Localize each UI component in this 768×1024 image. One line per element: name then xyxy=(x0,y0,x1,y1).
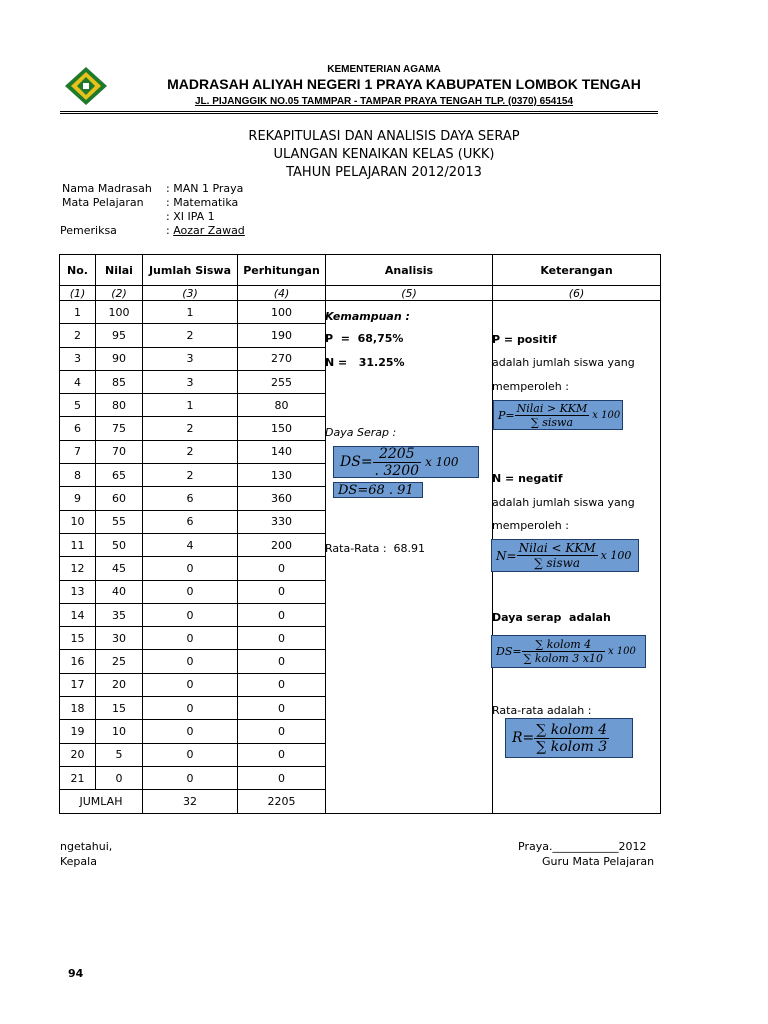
cell-calc: 0 xyxy=(238,720,326,743)
teacher-label: Guru Mata Pelajaran xyxy=(542,855,655,868)
n-formula-denominator: ∑ siswa xyxy=(534,556,581,570)
cell-students: 0 xyxy=(143,603,238,626)
cell-students: 6 xyxy=(143,487,238,510)
subject-value: : Matematika xyxy=(166,196,239,209)
madrasah-value: : MAN 1 Praya xyxy=(166,182,244,195)
ministry-name: KEMENTERIAN AGAMA xyxy=(327,64,441,75)
ds-denominator: . 3200 xyxy=(374,462,420,479)
cell-no: 2 xyxy=(60,324,96,347)
avg-formula-denominator: ∑ kolom 3 xyxy=(536,738,608,755)
total-students: 32 xyxy=(143,790,238,813)
cell-score: 10 xyxy=(96,720,143,743)
cell-no: 6 xyxy=(60,417,96,440)
positive-desc-2: memperoleh : xyxy=(492,380,569,393)
doc-title-2: ULANGAN KENAIKAN KELAS (UKK) xyxy=(273,147,495,162)
n-formula-lhs: N= xyxy=(496,548,517,563)
col-number: (1) xyxy=(60,286,96,301)
col-number: (3) xyxy=(143,286,238,301)
cell-score: 85 xyxy=(96,370,143,393)
col-header: Nilai xyxy=(96,255,143,286)
n-formula-fraction xyxy=(517,541,598,570)
cell-students: 1 xyxy=(143,301,238,324)
p-formula-lhs: P= xyxy=(498,408,515,422)
cell-no: 10 xyxy=(60,510,96,533)
col-number: (2) xyxy=(96,286,143,301)
ds-multiplier: x 100 xyxy=(425,455,459,469)
cell-calc: 0 xyxy=(238,603,326,626)
cell-score: 70 xyxy=(96,440,143,463)
cell-students: 0 xyxy=(143,673,238,696)
cell-score: 55 xyxy=(96,510,143,533)
doc-title-3: TAHUN PELAJARAN 2012/2013 xyxy=(286,165,482,180)
cell-calc: 0 xyxy=(238,673,326,696)
cell-no: 18 xyxy=(60,697,96,720)
ds-formula-denominator: ∑ kolom 3 x10 xyxy=(523,652,603,665)
cell-students: 0 xyxy=(143,743,238,766)
doc-title-1: REKAPITULASI DAN ANALISIS DAYA SERAP xyxy=(248,129,520,144)
cell-no: 3 xyxy=(60,347,96,370)
cell-calc: 330 xyxy=(238,510,326,533)
examiner-value: : Aozar Zawad xyxy=(166,224,245,237)
cell-calc: 190 xyxy=(238,324,326,347)
cell-score: 100 xyxy=(96,301,143,324)
cell-calc: 150 xyxy=(238,417,326,440)
col-number: (5) xyxy=(326,286,493,301)
cell-no: 5 xyxy=(60,394,96,417)
p-percent: P = 68,75% xyxy=(325,332,404,345)
avg-formula-lhs: R= xyxy=(512,730,535,746)
absorption-formula-box xyxy=(491,635,646,668)
cell-score: 15 xyxy=(96,697,143,720)
avg-formula-numerator: ∑ kolom 4 xyxy=(536,721,608,738)
cell-no: 21 xyxy=(60,766,96,789)
cell-score: 40 xyxy=(96,580,143,603)
cell-students: 2 xyxy=(143,324,238,347)
cell-score: 45 xyxy=(96,557,143,580)
cell-calc: 80 xyxy=(238,394,326,417)
col-header: Keterangan xyxy=(493,255,661,286)
cell-score: 95 xyxy=(96,324,143,347)
p-formula-denominator: ∑ siswa xyxy=(530,415,574,429)
average-title: Rata-rata adalah : xyxy=(492,704,592,717)
acknowledged-label: ngetahui, xyxy=(60,840,113,853)
negative-formula-box xyxy=(491,539,639,572)
average-formula-box xyxy=(505,718,633,758)
col-header: Perhitungan xyxy=(238,255,326,286)
ds-formula-box xyxy=(333,446,479,478)
cell-score: 75 xyxy=(96,417,143,440)
p-formula-numerator: Nilai > KKM xyxy=(516,401,588,415)
cell-students: 2 xyxy=(143,464,238,487)
cell-score: 50 xyxy=(96,533,143,556)
school-address: JL. PIJANGGIK NO.05 TAMMPAR - TAMPAR PRAYA TENGAH TLP. (0370) 654154 xyxy=(194,96,574,107)
total-label: JUMLAH xyxy=(60,790,143,813)
cell-no: 1 xyxy=(60,301,96,324)
cell-no: 11 xyxy=(60,533,96,556)
cell-students: 6 xyxy=(143,510,238,533)
cell-students: 0 xyxy=(143,766,238,789)
header-divider xyxy=(60,113,658,114)
cell-score: 30 xyxy=(96,627,143,650)
ds-formula-numerator: ∑ kolom 4 xyxy=(522,638,605,652)
avg-formula-fraction xyxy=(534,722,609,755)
p-formula-fraction xyxy=(515,402,590,429)
absorption-title: Daya serap adalah xyxy=(492,611,611,624)
class-value: : XI IPA 1 xyxy=(166,210,215,223)
cell-score: 25 xyxy=(96,650,143,673)
average-value: Rata-Rata : 68.91 xyxy=(325,542,426,555)
cell-no: 8 xyxy=(60,464,96,487)
cell-no: 20 xyxy=(60,743,96,766)
table-subheader-row xyxy=(60,286,661,301)
place-date: Praya.____________2012 xyxy=(518,840,647,853)
n-formula-multiplier: x 100 xyxy=(600,549,632,562)
n-percent: N = 31.25% xyxy=(325,356,405,369)
madrasah-label: Nama Madrasah xyxy=(62,182,152,195)
page-number: 94 xyxy=(68,967,84,980)
cell-calc: 140 xyxy=(238,440,326,463)
cell-score: 20 xyxy=(96,673,143,696)
cell-calc: 200 xyxy=(238,533,326,556)
col-header: No. xyxy=(60,255,96,286)
ds-formula-fraction xyxy=(522,638,605,665)
col-number: (6) xyxy=(493,286,661,301)
cell-score: 90 xyxy=(96,347,143,370)
cell-calc: 0 xyxy=(238,650,326,673)
cell-calc: 0 xyxy=(238,627,326,650)
cell-calc: 0 xyxy=(238,697,326,720)
cell-students: 1 xyxy=(143,394,238,417)
table-header-row xyxy=(60,255,661,286)
negative-desc-1: adalah jumlah siswa yang xyxy=(492,496,635,509)
cell-no: 19 xyxy=(60,720,96,743)
absorption-label: Daya Serap : xyxy=(325,426,397,439)
cell-students: 4 xyxy=(143,533,238,556)
subject-label: Mata Pelajaran xyxy=(62,196,144,209)
examiner-label: Pemeriksa xyxy=(60,224,117,237)
cell-calc: 130 xyxy=(238,464,326,487)
cell-no: 16 xyxy=(60,650,96,673)
cell-students: 2 xyxy=(143,440,238,463)
cell-score: 60 xyxy=(96,487,143,510)
p-formula-multiplier: x 100 xyxy=(592,409,621,421)
n-formula-numerator: Nilai < KKM xyxy=(518,541,596,555)
cell-students: 0 xyxy=(143,697,238,720)
cell-no: 9 xyxy=(60,487,96,510)
ds-formula-multiplier: x 100 xyxy=(607,646,636,657)
cell-calc: 360 xyxy=(238,487,326,510)
cell-calc: 100 xyxy=(238,301,326,324)
ds-result-box: DS=68 . 91 xyxy=(333,482,423,498)
cell-score: 0 xyxy=(96,766,143,789)
cell-no: 12 xyxy=(60,557,96,580)
negative-title: N = negatif xyxy=(492,472,563,485)
cell-no: 7 xyxy=(60,440,96,463)
cell-score: 35 xyxy=(96,603,143,626)
cell-score: 65 xyxy=(96,464,143,487)
positive-formula-box xyxy=(493,400,623,430)
ds-numerator: 2205 xyxy=(373,446,422,463)
analysis-cell xyxy=(326,301,493,814)
ds-fraction xyxy=(373,446,422,479)
col-number: (4) xyxy=(238,286,326,301)
school-name: MADRASAH ALIYAH NEGERI 1 PRAYA KABUPATEN LOMBOK TENGAH xyxy=(167,76,641,92)
cell-calc: 270 xyxy=(238,347,326,370)
negative-desc-2: memperoleh : xyxy=(492,519,569,532)
cell-no: 17 xyxy=(60,673,96,696)
cell-calc: 0 xyxy=(238,766,326,789)
ds-formula-lhs: DS= xyxy=(496,645,522,658)
ds-lhs: DS= xyxy=(340,454,373,470)
cell-score: 80 xyxy=(96,394,143,417)
cell-score: 5 xyxy=(96,743,143,766)
cell-no: 15 xyxy=(60,627,96,650)
cell-students: 0 xyxy=(143,650,238,673)
col-header: Jumlah Siswa xyxy=(143,255,238,286)
cell-calc: 0 xyxy=(238,557,326,580)
cell-no: 4 xyxy=(60,370,96,393)
cell-students: 0 xyxy=(143,720,238,743)
header-divider xyxy=(60,111,658,112)
head-label: Kepala xyxy=(60,855,97,868)
total-calc: 2205 xyxy=(238,790,326,813)
cell-calc: 0 xyxy=(238,743,326,766)
ability-label: Kemampuan : xyxy=(325,310,410,323)
cell-students: 2 xyxy=(143,417,238,440)
cell-students: 0 xyxy=(143,627,238,650)
positive-title: P = positif xyxy=(492,333,557,346)
positive-desc-1: adalah jumlah siswa yang xyxy=(492,356,635,369)
cell-students: 3 xyxy=(143,347,238,370)
cell-calc: 0 xyxy=(238,580,326,603)
cell-students: 0 xyxy=(143,557,238,580)
cell-no: 14 xyxy=(60,603,96,626)
col-header: Analisis xyxy=(326,255,493,286)
cell-students: 0 xyxy=(143,580,238,603)
cell-calc: 255 xyxy=(238,370,326,393)
cell-no: 13 xyxy=(60,580,96,603)
cell-students: 3 xyxy=(143,370,238,393)
